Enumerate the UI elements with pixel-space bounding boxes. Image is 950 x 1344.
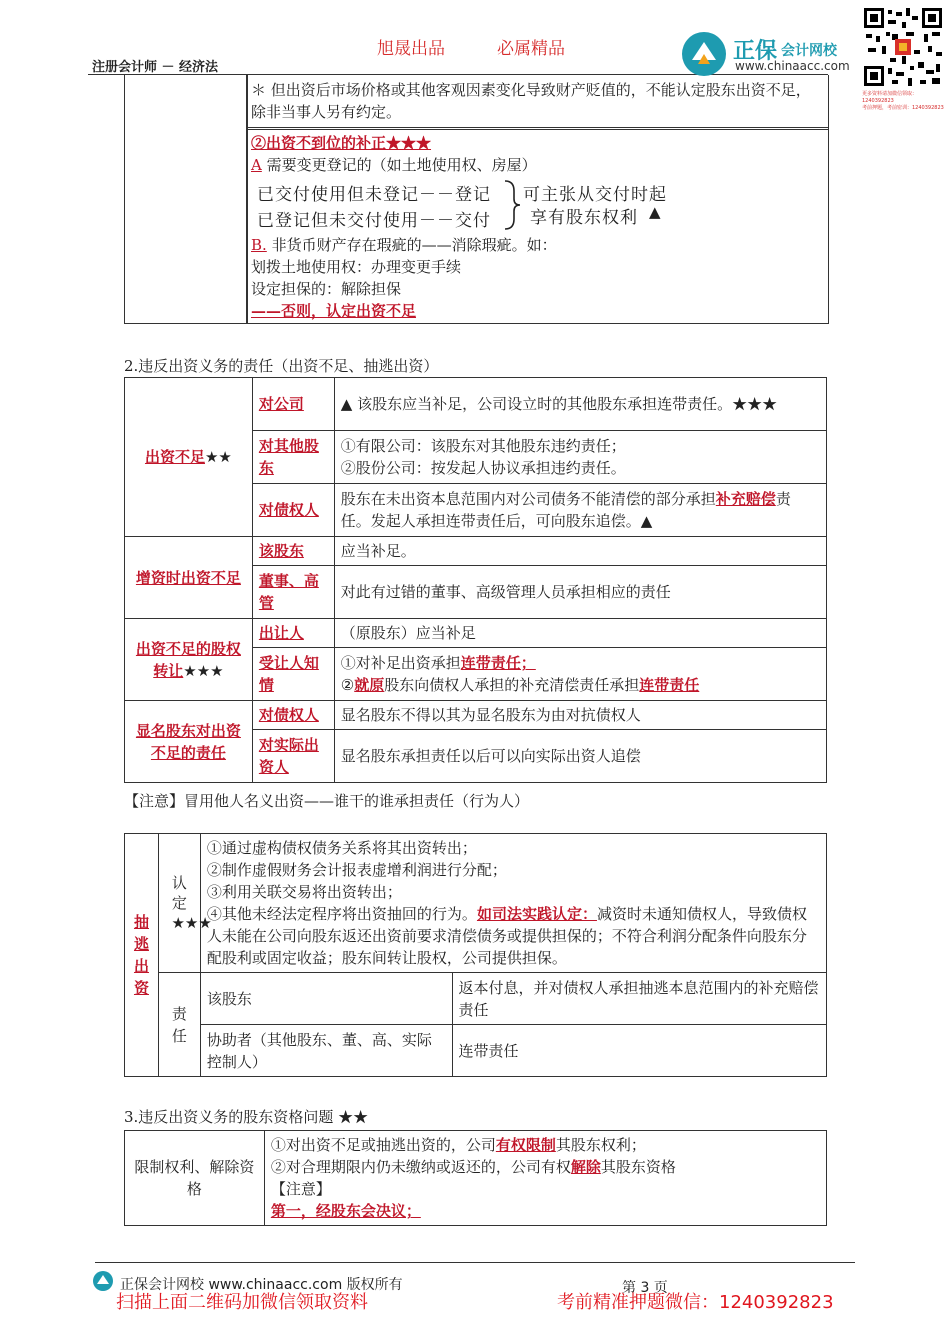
table-row — [125, 1025, 827, 1077]
table-row — [125, 834, 827, 973]
liability-key-shareholder: 该股东 — [200, 973, 452, 1025]
val-transferee-line2-d: 连带责任 — [639, 676, 700, 694]
footer-page: 第 3 页 — [622, 1280, 668, 1296]
qr-caption-line1: 更多资料请加微信领取：1240392823 — [862, 91, 918, 104]
key-actual-investor: 对实际出资人 — [252, 730, 334, 783]
item-a — [251, 154, 537, 175]
footer-logo-icon — [92, 1270, 114, 1292]
handwritten-right2: 享有股东权利 — [530, 208, 638, 228]
group-insufficient — [125, 378, 253, 537]
section2-title: 2.违反出资义务的责任（出资不足、抽逃出资） — [124, 357, 439, 375]
top-table-divider2 — [247, 75, 248, 323]
recognize-cell — [158, 834, 212, 973]
withdrawal-label: 抽逃出资 — [125, 834, 159, 1077]
section2-note: 【注意】冒用他人名义出资——谁干的谁承担责任（行为人） — [124, 792, 530, 810]
handwritten-line1: 已交付使用但未登记－－登记 — [257, 185, 491, 205]
brand-left: 旭晟出品 — [377, 39, 445, 59]
qualification-table — [124, 1130, 827, 1226]
val-transferee-line1-a: ①对补足出资承担 — [340, 654, 461, 672]
recognize-item-3: ③利用关联交易将出资转出； — [206, 883, 402, 901]
val-other-line1: ①有限公司：该股东对其他股东违约责任； — [340, 437, 626, 455]
val-transferee-line2 — [341, 674, 820, 696]
logo-url[interactable]: www.chinaacc.com — [735, 59, 850, 73]
top-table — [124, 75, 829, 324]
val-creditors-b: 补充赔偿 — [715, 490, 776, 508]
liability-val-assistants: 连带责任 — [452, 1025, 826, 1077]
logo-suffix: 会计网校 — [781, 43, 837, 59]
key-transferor: 出让人 — [252, 619, 334, 648]
item-b-line3: 设定担保的：解除担保 — [251, 280, 402, 298]
item-b-line2: 划拨土地使用权：办理变更手续 — [251, 258, 462, 276]
val-transferee-line2-c: 股东向债权人承担的补充清偿责任承担 — [384, 676, 640, 694]
table-row — [125, 378, 827, 431]
key-creditors: 对债权人 — [252, 484, 334, 537]
val-transferee-line2-a: ② — [340, 676, 355, 694]
handwritten-line2: 已登记但未交付使用－－交付 — [257, 211, 491, 231]
key-nominee-creditors: 对债权人 — [252, 701, 334, 730]
val-other-line2: ②股份公司：按发起人协议承担违约责任。 — [340, 459, 626, 477]
key-directors: 董事、高管 — [252, 566, 334, 619]
key-transferee: 受让人知情 — [252, 648, 334, 701]
group-nominee: 显名股东对出资不足的责任 — [125, 701, 253, 783]
val-actual-investor: 显名股东承担责任以后可以向实际出资人追偿 — [334, 730, 826, 783]
val-transferee-line1-b: 连带责任； — [460, 654, 536, 672]
key-company: 对公司 — [252, 378, 334, 431]
table-row — [125, 973, 827, 1025]
subject-title: 注册会计师 － 经济法 — [92, 60, 219, 75]
qualification-left: 限制权利、解除资格 — [125, 1131, 265, 1226]
item-b-text: 非货币财产存在瑕疵的——消除瑕疵。如： — [271, 236, 557, 254]
recognize-item-4-b: 如司法实践认定： — [476, 905, 597, 923]
qualification-line3: 【注意】 — [270, 1180, 331, 1198]
logo-name: 正保 — [733, 39, 778, 64]
qualification-line1 — [271, 1134, 820, 1156]
val-other-shareholders — [334, 431, 826, 484]
key-shareholder: 该股东 — [252, 537, 334, 566]
liability-label: 责任 — [171, 1004, 187, 1045]
qr-caption-line2: 考前押题，考前密训：1240392823 — [862, 105, 944, 111]
recognize-item-4 — [207, 903, 820, 969]
key-other-shareholders: 对其他股东 — [252, 431, 334, 484]
val-transferee-line2-b: 就原 — [354, 676, 385, 694]
brace-icon — [502, 179, 522, 235]
triangle-mark: ▲ — [649, 203, 661, 221]
val-nominee-creditors: 显名股东不得以其为显名股东为由对抗债权人 — [334, 701, 826, 730]
liability-val-shareholder: 返本付息，并对债权人承担抽逃本息范围内的补充赔偿责任 — [452, 973, 826, 1025]
recognize-items — [200, 834, 826, 973]
table-row — [125, 701, 827, 730]
recognize-stars: ★★★ — [171, 914, 212, 932]
item-a-text: 需要变更登记的（如土地使用权、房屋） — [266, 156, 537, 174]
recognize-label: 认定 — [171, 874, 187, 912]
recognize-item-4-a: ④其他未经法定程序将出资抽回的行为。 — [206, 905, 477, 923]
group-insufficient-label: 出资不足 — [144, 448, 205, 466]
footer-copyright: 正保会计网校 www.chinaacc.com 版权所有 — [120, 1277, 403, 1293]
q-line2-b: 解除 — [570, 1158, 601, 1176]
qr-code-icon — [862, 6, 944, 88]
group-equity-transfer-label: 出资不足的股权转让 — [135, 639, 241, 680]
val-creditors-a: 股东在未出资本息范围内对公司债务不能清偿的部分承担 — [340, 490, 716, 508]
val-transferor: （原股东）应当补足 — [334, 619, 826, 648]
recognize-item-1: ①通过虚构债权债务关系将其出资转出； — [206, 839, 477, 857]
q-line1-c: 其股东权利； — [555, 1136, 646, 1154]
brand-right: 必属精品 — [497, 39, 565, 59]
correction-title: ②出资不到位的补正★★★ — [251, 134, 432, 152]
footer-promo-right: 考前精准押题微信：1240392823 — [557, 1292, 834, 1313]
val-transferee-line1 — [341, 652, 820, 674]
qualification-line4: 第一，经股东会决议； — [270, 1202, 421, 1220]
group-equity-transfer — [125, 619, 253, 701]
footer-rule — [95, 1262, 855, 1263]
handwritten-right1: 可主张从交付时起 — [523, 185, 667, 205]
group-equity-transfer-stars: ★★★ — [183, 661, 224, 680]
group-insufficient-stars: ★★ — [204, 448, 232, 466]
item-b-label: B. — [251, 236, 267, 254]
table-row — [125, 537, 827, 566]
val-transferee — [334, 648, 826, 701]
group-capital-increase: 增资时出资不足 — [125, 537, 253, 619]
recognize-item-2: ②制作虚假财务会计报表虚增利润进行分配； — [206, 861, 507, 879]
top-note: ＊ 但出资后市场价格或其他客观因素变化导致财产贬值的，不能认定股东出资不足，除非当事人另有约定。 — [251, 81, 811, 121]
val-shareholder: 应当补足。 — [334, 537, 826, 566]
q-line2-c: 其股东资格 — [600, 1158, 676, 1176]
recognize-item-4-c: 减资时未通知债权人，导致债权人未能在公司向股东返还出资前要求清偿债务或提供担保的；不符合利润分配条件向股东分配股利或固定收益；股东间转让股权，公司提供担保。 — [206, 905, 807, 967]
table-row — [125, 1131, 827, 1226]
qualification-right — [264, 1131, 826, 1226]
liability-table — [124, 377, 827, 783]
q-line1-b: 有权限制 — [495, 1136, 556, 1154]
item-b-line4: ——否则，认定出资不足 — [251, 302, 417, 320]
chinaacc-logo-icon — [680, 30, 728, 78]
item-b — [251, 234, 557, 255]
withdrawal-table — [124, 833, 827, 1077]
val-company: ▲ 该股东应当补足，公司设立时的其他股东承担连带责任。★★★ — [334, 378, 826, 431]
qualification-line2 — [271, 1156, 820, 1178]
item-a-label: A — [251, 156, 262, 174]
footer-promo-left: 扫描上面二维码加微信领取资料 — [116, 1292, 368, 1313]
val-creditors-c: 责任。发起人承担连带责任后，可向股东追偿。▲ — [340, 490, 791, 530]
table-row — [125, 619, 827, 648]
qr-caption — [862, 91, 948, 112]
top-row-rule2 — [247, 129, 828, 130]
val-creditors — [334, 484, 826, 537]
liability-key-assistants: 协助者（其他股东、董、高、实际控制人） — [200, 1025, 452, 1077]
section3-title: 3.违反出资义务的股东资格问题 ★★ — [124, 1108, 369, 1126]
q-line1-a: ①对出资不足或抽逃出资的，公司 — [270, 1136, 496, 1154]
val-directors: 对此有过错的董事、高级管理人员承担相应的责任 — [334, 566, 826, 619]
q-line2-a: ②对合理期限内仍未缴纳或返还的，公司有权 — [270, 1158, 571, 1176]
liability-cell — [158, 973, 200, 1077]
top-row-rule — [247, 127, 828, 128]
